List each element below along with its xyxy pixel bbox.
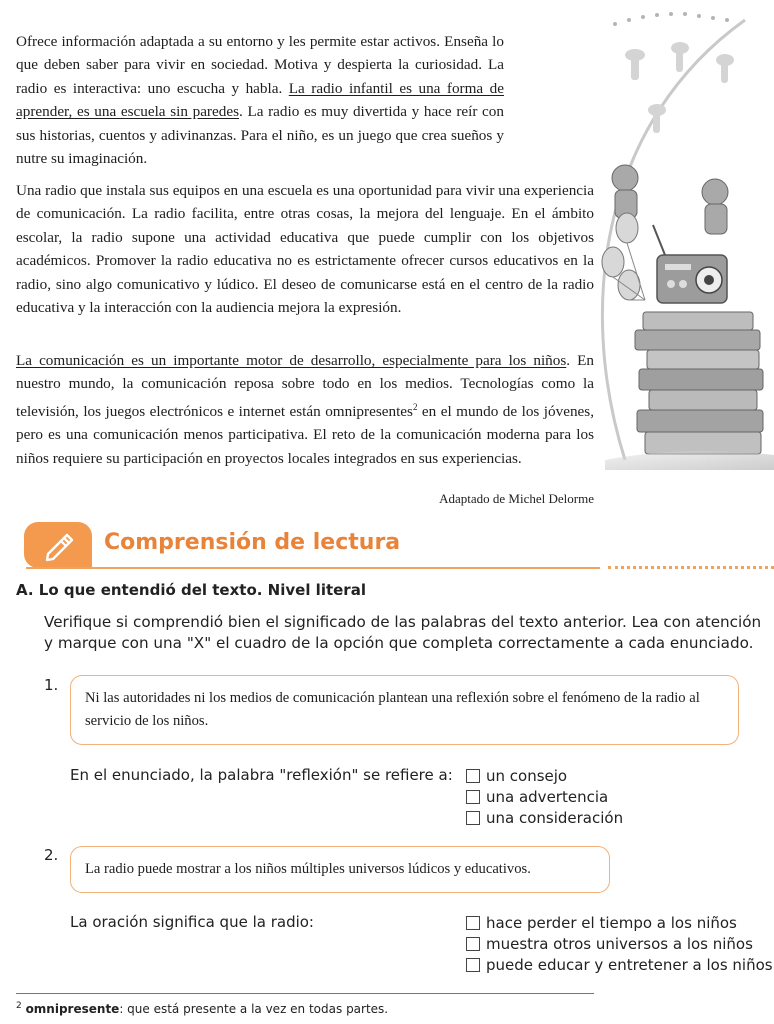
section-banner bbox=[0, 522, 774, 572]
part-a-heading: A. Lo que entendió del texto. Nivel literal bbox=[16, 581, 366, 599]
answer-option[interactable]: un consejo bbox=[466, 765, 623, 786]
checkbox[interactable] bbox=[466, 937, 480, 951]
question-prompt: La oración significa que la radio: bbox=[70, 913, 314, 931]
reading-paragraph-2: Una radio que instala sus equipos en una escuela es una oportunidad para vivir una experiencia de comunicación. La radio facilita, entre otras cosas, la mejora del lenguaje. En el ámbito escolar, la radio supone una actividad educativa que puede cumplir con los objetivos académicos. Promover la radio educativa no es estrictamente ofrecer cursos educativos en la radio, sino algo comunicativo y lúdico. El deseo de comunicarse está en el centro de la radio educativa y la interacción con la audiencia mejora la expresión. bbox=[16, 182, 594, 317]
reading-paragraph-1: Ofrece información adaptada a su entorno y les permite estar activos. Enseña lo que deben saber para vivir en sociedad. Motiva y despierta la curiosidad. La radio es interactiva: uno escucha y habla. La radio infantil es una forma de aprender, es una escuela sin paredes. La radio es muy divertida y hace reír con sus historias, cuentos y adivinanzas. Para el niño, es un juego que crea sueños y nutre su imaginación. bbox=[16, 33, 505, 168]
answer-option[interactable]: puede educar y entretener a los niños bbox=[466, 954, 773, 975]
answer-option[interactable]: muestra otros universos a los niños bbox=[466, 933, 773, 954]
underlined-phrase: La comunicación es un importante motor de desarrollo, especialmente para los niños bbox=[16, 352, 567, 369]
checkbox[interactable] bbox=[466, 769, 480, 783]
question-number: 1. bbox=[44, 676, 59, 694]
section-dotted-divider bbox=[608, 566, 774, 573]
question-number: 2. bbox=[44, 846, 59, 864]
question-statement: Ni las autoridades ni los medios de comunicación plantean una reflexión sobre el fenómeno de la radio al servicio de los niños. bbox=[85, 690, 700, 729]
footnote-term: omnipresente bbox=[25, 1002, 120, 1016]
question-statement: La radio puede mostrar a los niños múltiples universos lúdicos y educativos. bbox=[85, 861, 531, 877]
answer-option[interactable]: una advertencia bbox=[466, 786, 623, 807]
children-radio-books-illustration bbox=[585, 0, 774, 470]
answer-option[interactable]: una consideración bbox=[466, 807, 623, 828]
footnote-number: 2 bbox=[16, 1001, 22, 1011]
reading-paragraph-3: La comunicación es un importante motor de desarrollo, especialmente para los niños. En nuestro mundo, la comunicación reposa sobre todo en los medios. Tecnologías como la televisión, los juegos electrónicos e internet están omnipresentes$^2$ en el mundo de los jóvenes, pero es una comunicación menos participativa. El reto de la comunicación moderna para los niños requiere su participación en proyectos locales integrados en sus experiencias. bbox=[16, 352, 594, 467]
question-statement-box bbox=[70, 675, 739, 745]
question-statement-box bbox=[70, 846, 610, 893]
footnote-divider bbox=[16, 993, 594, 994]
checkbox[interactable] bbox=[466, 790, 480, 804]
pencil-icon bbox=[42, 528, 76, 562]
section-divider bbox=[26, 567, 600, 569]
checkbox[interactable] bbox=[466, 811, 480, 825]
footnote-definition: : que está presente a la vez en todas partes. bbox=[119, 1002, 389, 1016]
answer-options bbox=[466, 912, 773, 975]
footnote-ref: 2 bbox=[412, 401, 418, 412]
question-prompt: En el enunciado, la palabra "reflexión" se refiere a: bbox=[70, 766, 453, 784]
section-badge bbox=[24, 522, 92, 568]
underlined-phrase: La radio infantil es una forma de aprender, es una escuela sin paredes bbox=[16, 79, 505, 121]
answer-option[interactable]: hace perder el tiempo a los niños bbox=[466, 912, 773, 933]
section-title: Comprensión de lectura bbox=[104, 530, 401, 555]
instructions: Verifique si comprendió bien el significado de las palabras del texto anterior. Lea con atención y marque con una "X" el cuadro de la opción que completa correctamente a cada enunciado. bbox=[44, 613, 762, 652]
source-attribution: Adaptado de Michel Delorme bbox=[439, 491, 594, 506]
footnote bbox=[16, 1001, 388, 1016]
checkbox[interactable] bbox=[466, 916, 480, 930]
answer-options bbox=[466, 765, 623, 828]
checkbox[interactable] bbox=[466, 958, 480, 972]
